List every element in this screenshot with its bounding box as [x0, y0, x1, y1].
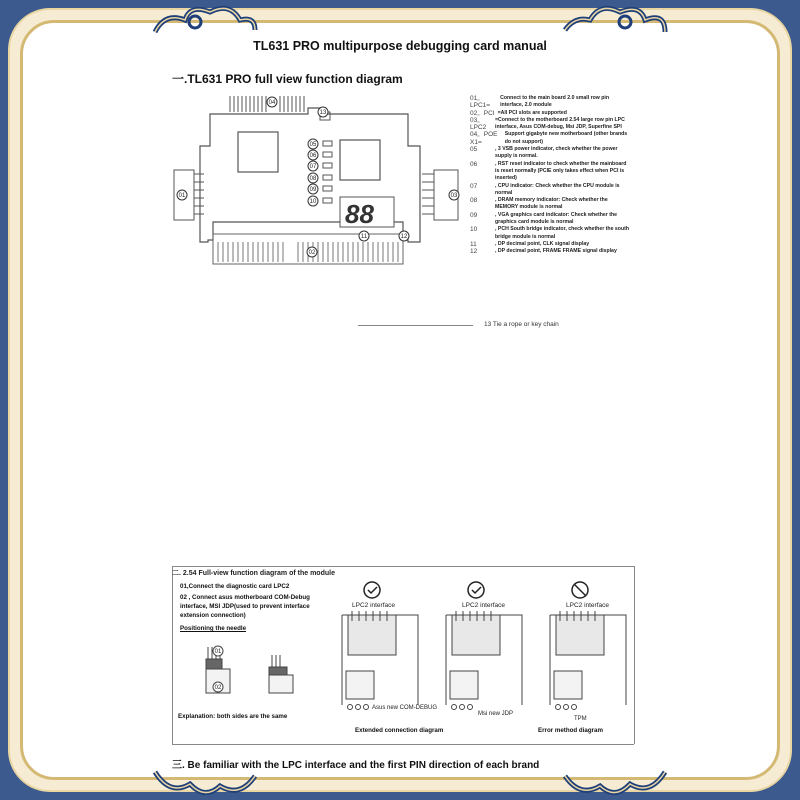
label-10: 10 [309, 199, 317, 206]
debug-card-diagram [168, 92, 468, 332]
lpc2-label-2: LPC2 interface [462, 602, 505, 609]
legend-item-13: 13 Tie a rope or key chain [484, 321, 559, 328]
legend-item-text: , DP decimal point, FRAME FRAME signal display [495, 248, 617, 255]
lpc2-label-3: LPC2 interface [566, 602, 609, 609]
check-icon-1 [364, 582, 380, 598]
legend-item [470, 117, 630, 132]
label-06: 06 [309, 153, 317, 160]
legend-item-number: 05 [470, 146, 478, 154]
label-13: 13 [319, 110, 327, 117]
error-method-caption: Error method diagram [538, 727, 603, 734]
legend-item-number: 01。LPC1= [470, 95, 491, 110]
legend-item-text: Support gigabyte new motherboard (other brands do not support) [504, 131, 628, 145]
module-step-1: 01,Connect the diagnostic card LPC2 [180, 583, 290, 590]
asus-label: Asus new COM-DEBUG [372, 705, 438, 711]
label-07: 07 [309, 164, 317, 171]
module-right-rule [634, 566, 635, 744]
legend-item [470, 131, 630, 146]
label-11: 11 [360, 234, 368, 241]
legend-item [470, 161, 630, 183]
legend-item-text: , VGA graphics card indicator: Check whether the graphics card module is normal [495, 211, 618, 226]
chip-left [238, 132, 278, 172]
next-section-heading [172, 756, 572, 765]
tpm-label: TPM [574, 716, 587, 722]
legend-item [470, 212, 630, 227]
forbidden-icon [572, 582, 588, 598]
legend-item [470, 241, 630, 248]
label-02: 02 [308, 250, 316, 257]
extended-connection-caption: Extended connection diagram [355, 727, 444, 734]
msi-label: Msi new JDP [478, 711, 514, 717]
legend-item-text: , RST reset indicator to check whether the mainboard is reset normally (PCIE only takes effect when PCI is inserted) [495, 160, 627, 182]
legend-item [470, 197, 630, 212]
legend-item-text: , PCH South bridge indicator, check whether the south bridge module is normal [495, 226, 630, 240]
legend-item-text: =All PCI slots are supported [497, 109, 567, 116]
legend-item-number: 12 [470, 248, 478, 256]
module-step-2: 02 , Connect asus motherboard COM-Debug interface, MSI JDP(used to prevent interface extension connection) [180, 594, 310, 619]
connection-diagram-a [342, 611, 418, 710]
legend-item-text: Connect to the main board 2.0 small row pin interface, 2.0 module [500, 95, 610, 109]
check-icon-2 [468, 582, 484, 598]
indicator-leds [323, 141, 332, 203]
legend-item-number: 03。LPC2 [470, 116, 487, 132]
legend-item-text: , DP decimal point, CLK signal display [495, 240, 590, 247]
legend-item-number: 10 [470, 226, 478, 234]
function-legend [470, 95, 630, 328]
legend-item-text: , DRAM memory indicator: Check whether the MEMORY module is normal [495, 197, 608, 211]
section-heading-one: 一.TL631 PRO full view function diagram [172, 72, 403, 86]
document-title: TL631 PRO multipurpose debugging card manual [253, 39, 547, 53]
lpc2-label-1: LPC2 interface [352, 602, 395, 609]
needle-figure-right [269, 655, 293, 693]
legend-item-text: , 3 VSB power indicator, check whether the power supply is normal. [495, 146, 618, 160]
legend-item [470, 95, 630, 110]
module-top-rule [172, 566, 634, 567]
svg-text:01: 01 [214, 649, 222, 655]
label-05: 05 [309, 142, 317, 149]
module-section-heading: 二. 2.54 Full-view function diagram of the module [172, 570, 335, 577]
legend-item-number: 06 [470, 160, 478, 168]
explanation-caption: Explanation: both sides are the same [178, 713, 288, 720]
label-01: 01 [178, 193, 186, 200]
legend-item [470, 248, 630, 255]
display-digits: 88 [345, 199, 374, 229]
legend-item-number: 08 [470, 197, 478, 205]
connection-diagram-c [550, 611, 626, 710]
legend-item-number: 07 [470, 182, 478, 190]
label-08: 08 [309, 176, 317, 183]
legend-item-number: 09 [470, 211, 478, 219]
legend-item [470, 226, 630, 241]
label-12: 12 [400, 234, 408, 241]
label-09: 09 [309, 187, 317, 194]
chip-right [340, 140, 380, 180]
legend-item [470, 110, 630, 117]
cloud-ornament-bottom-left-icon [150, 766, 260, 800]
positioning-label: Positioning the needle [180, 625, 247, 632]
legend-item [470, 183, 630, 198]
legend-divider [358, 325, 473, 326]
legend-item-number: 04。POE X1= [470, 131, 498, 146]
legend-item [470, 146, 630, 161]
label-04: 04 [268, 100, 276, 107]
legend-item-number: 02。PCI [470, 109, 495, 117]
svg-text:02: 02 [214, 685, 222, 691]
cloud-ornament-bottom-right-icon [560, 766, 670, 800]
cloud-ornament-left-icon [150, 2, 260, 42]
legend-item-text: =Connect to the motherboard 2.54 large row pin LPC interface, Asus COM-debug, Msi JDP, Superfine SPI [495, 116, 625, 131]
cloud-ornament-right-icon [560, 2, 670, 42]
legend-item-number: 11 [470, 240, 477, 248]
connection-diagram-b [446, 611, 522, 710]
label-03: 03 [450, 193, 458, 200]
legend-item-text: , CPU indicator: Check whether the CPU module is normal [495, 182, 620, 196]
